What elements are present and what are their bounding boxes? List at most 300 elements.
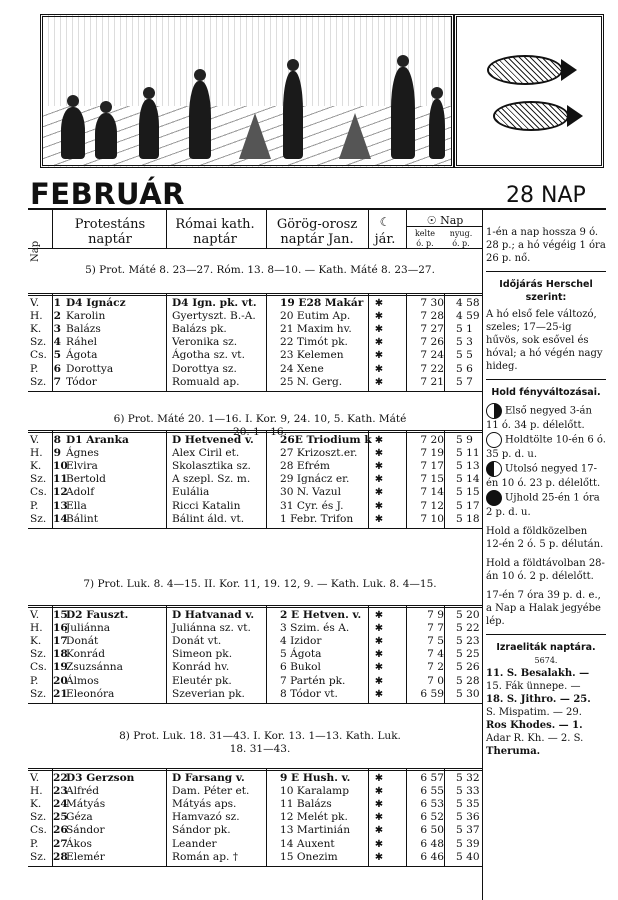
calendar-day-row xyxy=(30,460,482,473)
catholic-name: Eleutér pk. xyxy=(172,674,232,687)
protestant-name: Mátyás xyxy=(66,798,106,811)
sunrise-time: 7 14 xyxy=(420,486,444,499)
protestant-name: Alfréd xyxy=(66,785,100,798)
protestant-name: Ráhel xyxy=(66,336,98,349)
orthodox-name: 9 E Hush. v. xyxy=(280,772,351,784)
zodiac-sign-icon: ✱ xyxy=(374,786,384,798)
israel-calendar-item: Ros Khodes. — 1. xyxy=(486,720,583,731)
zodiac-sign-icon: ✱ xyxy=(374,513,384,525)
weekday: V. xyxy=(30,772,40,784)
divider xyxy=(28,295,482,296)
protestant-name: Dorottya xyxy=(66,362,114,375)
zodiac-sign-icon: ✱ xyxy=(374,350,384,362)
zodiac-sign-icon: ✱ xyxy=(374,461,384,473)
weekday: Sz. xyxy=(30,850,47,863)
orthodox-name: 20 Eutim Ap. xyxy=(280,310,351,323)
day-number: 4 xyxy=(53,336,61,349)
rise-unit: ó. p. xyxy=(416,239,434,248)
calendar-day-row xyxy=(30,310,482,323)
set-header: nyug. xyxy=(449,229,473,238)
zodiac-sign-icon: ✱ xyxy=(374,636,384,648)
catholic-name: Skolasztika sz. xyxy=(172,460,251,473)
apogee-note: Hold a földtávolban 28-án 10 ó. 2 p. délelőtt. xyxy=(486,558,605,582)
sunset-time: 5 11 xyxy=(456,447,480,460)
day-number: 11 xyxy=(53,473,68,486)
catholic-header: Római kath. naptár xyxy=(175,217,255,247)
day-number: 21 xyxy=(53,687,68,700)
sunrise-time: 7 22 xyxy=(420,362,444,375)
sidebar-divider xyxy=(482,210,483,900)
sunset-time: 5 25 xyxy=(456,648,480,661)
orthodox-name: 4 Izidor xyxy=(280,635,322,648)
calendar-day-row xyxy=(30,473,482,486)
israel-calendar-item: 11. S. Besalakh. — xyxy=(486,668,590,679)
calendar-day-row xyxy=(30,688,482,701)
orthodox-name: 31 Cyr. és J. xyxy=(280,499,344,512)
weekday: K. xyxy=(30,635,42,648)
zodiac-sign-icon: ✱ xyxy=(374,487,384,499)
moon-phase-last-quarter xyxy=(486,461,606,490)
catholic-name: Donát vt. xyxy=(172,635,222,648)
zodiac-sign-icon: ✱ xyxy=(374,838,384,850)
moon-phase-icon: ☾ xyxy=(379,215,391,229)
protestant-name: Ella xyxy=(66,499,87,512)
first-quarter-moon-icon xyxy=(486,403,502,419)
sun-label: Nap xyxy=(440,214,464,227)
sunset-time: 5 15 xyxy=(456,486,480,499)
orthodox-name: 22 Timót pk. xyxy=(280,336,348,349)
calendar-day-row xyxy=(30,349,482,362)
moon-phase-text: Ujhold 25-én 1 óra 2 p. d. u. xyxy=(486,492,600,518)
sunrise-time: 6 46 xyxy=(420,850,444,863)
weekday: H. xyxy=(30,310,43,323)
orthodox-name: 8 Tódor vt. xyxy=(280,687,338,700)
catholic-name: Dorottya sz. xyxy=(172,362,237,375)
catholic-name: Veronika sz. xyxy=(172,336,238,349)
weekday: Cs. xyxy=(30,661,47,674)
catholic-name: Hamvazó sz. xyxy=(172,811,240,824)
calendar-day-row xyxy=(30,486,482,499)
sunrise-time: 7 7 xyxy=(427,622,444,635)
calendar-day-row xyxy=(30,811,482,824)
calendar-day-row xyxy=(30,323,482,336)
zodiac-sign-icon: ✱ xyxy=(374,610,384,621)
protestant-name: Bertold xyxy=(66,473,106,486)
weather-text: A hó első fele változó, szeles; 17—25-ig hűvös, sok esővel és hóval; a hó végén nagy hideg. xyxy=(486,309,603,372)
day-number: 20 xyxy=(53,674,68,687)
protestant-name: D4 Ignácz xyxy=(66,297,126,309)
calendar-day-row xyxy=(30,513,482,526)
zodiac-sign-icon: ✱ xyxy=(374,324,384,336)
divider xyxy=(266,210,267,248)
calendar-day-row xyxy=(30,772,482,785)
sunrise-time: 7 28 xyxy=(420,310,444,323)
sunset-time: 4 58 xyxy=(456,297,480,309)
sunrise-time: 7 10 xyxy=(420,512,444,525)
sunrise-time: 6 52 xyxy=(420,811,444,824)
catholic-name: Dam. Péter et. xyxy=(172,785,250,798)
orthodox-name: 23 Kelemen xyxy=(280,349,344,362)
calendar-day-row xyxy=(30,838,482,851)
sun-icon: ☉ xyxy=(426,214,437,227)
divider xyxy=(486,634,606,635)
catholic-name: D Farsang v. xyxy=(172,772,245,784)
divider xyxy=(166,210,167,248)
calendar-day-row xyxy=(30,363,482,376)
zodiac-sign-icon: ✱ xyxy=(374,623,384,635)
header-rule xyxy=(28,208,606,210)
header-illustration-dance xyxy=(40,14,454,168)
sunrise-time: 7 15 xyxy=(420,473,444,486)
calendar-day-row xyxy=(30,661,482,674)
sunset-time: 5 18 xyxy=(456,512,480,525)
calendar-day-row xyxy=(30,675,482,688)
catholic-name: Balázs pk. xyxy=(172,323,227,336)
sunset-time: 5 37 xyxy=(456,824,480,837)
divider xyxy=(486,379,606,380)
zodiac-sign-icon: ✱ xyxy=(374,649,384,661)
figure-dancing-woman xyxy=(339,113,371,159)
calendar-day-row xyxy=(30,622,482,635)
protestant-name: D3 Gerzson xyxy=(66,772,135,784)
divider xyxy=(368,210,369,248)
israel-list xyxy=(486,667,606,758)
protestant-name: Juliánna xyxy=(66,622,111,635)
sunset-time: 5 39 xyxy=(456,837,480,850)
protestant-name: D1 Aranka xyxy=(66,434,129,446)
calendar-day-row xyxy=(30,297,482,310)
day-number: 22 xyxy=(53,772,68,784)
catholic-name: Romuald ap. xyxy=(172,375,240,388)
rise-header: kelte xyxy=(414,229,436,238)
day-number: 26 xyxy=(53,824,68,837)
sunrise-time: 6 53 xyxy=(420,798,444,811)
israel-year: 5674. xyxy=(534,656,558,665)
orthodox-name: 5 Ágota xyxy=(280,648,322,661)
orthodox-name: 1 Febr. Trifon xyxy=(280,512,354,525)
day-number: 7 xyxy=(53,375,61,388)
days-count: 28 NAP xyxy=(506,183,586,208)
weekday: H. xyxy=(30,447,43,460)
nap-label: Nap xyxy=(30,240,41,262)
sidebar xyxy=(486,226,606,758)
figure-seated-man xyxy=(61,107,85,159)
figure-musician xyxy=(139,99,159,159)
divider xyxy=(28,703,482,704)
sunset-time: 5 20 xyxy=(456,609,480,621)
weekday: P. xyxy=(30,837,39,850)
weekday: P. xyxy=(30,499,39,512)
weekday: K. xyxy=(30,798,42,811)
weekday: Sz. xyxy=(30,648,47,661)
fish-icon xyxy=(493,101,569,131)
zodiac-sign-icon: ✱ xyxy=(374,799,384,811)
day-number: 8 xyxy=(53,434,61,446)
sunset-time: 5 7 xyxy=(456,375,473,388)
catholic-name: Ágotha sz. vt. xyxy=(172,349,245,362)
orthodox-name: 10 Karalamp xyxy=(280,785,349,798)
sunset-time: 5 26 xyxy=(456,661,480,674)
figure-seated-man xyxy=(95,113,117,159)
weekday: Cs. xyxy=(30,486,47,499)
set-unit: ó. p. xyxy=(452,239,470,248)
calendar-day-row xyxy=(30,798,482,811)
moon-phase-text: Holdtölte 10-én 6 ó. 35 p. d. u. xyxy=(486,434,606,460)
day-number: 18 xyxy=(53,648,68,661)
divider xyxy=(28,248,482,249)
orthodox-name: 15 Onezim xyxy=(280,850,338,863)
weekday: Sz. xyxy=(30,811,47,824)
catholic-name: Ricci Katalin xyxy=(172,499,241,512)
divider xyxy=(406,210,407,248)
gospel-reading: 7) Prot. Luk. 8. 4—15. II. Kor. 11, 19. 12, 9. — Kath. Luk. 8. 4—15. xyxy=(83,578,437,590)
orthodox-name: 3 Szim. és A. xyxy=(280,622,350,635)
sunset-time: 5 13 xyxy=(456,460,480,473)
catholic-name: Leander xyxy=(172,837,217,850)
day-number: 16 xyxy=(53,622,68,635)
catholic-name: Juliánna sz. vt. xyxy=(172,622,251,635)
protestant-name: Donát xyxy=(66,635,99,648)
sunset-time: 5 33 xyxy=(456,785,480,798)
weather-title: Időjárás Herschel szerint: xyxy=(499,279,593,303)
day-number: 12 xyxy=(53,486,68,499)
divider xyxy=(52,210,53,248)
moon-phase-new xyxy=(486,490,606,519)
day-number: 6 xyxy=(53,362,61,375)
orthodox-name: 19 E28 Makár xyxy=(280,297,364,309)
orthodox-header: Görög-orosz naptár Jan. xyxy=(276,217,358,247)
sunrise-time: 7 21 xyxy=(420,375,444,388)
zodiac-note: 17-én 7 óra 39 p. d. e., a Nap a Halak jegyébe lép. xyxy=(486,590,601,627)
calendar-day-row xyxy=(30,336,482,349)
zodiac-sign-icon: ✱ xyxy=(374,851,384,863)
sunrise-time: 6 50 xyxy=(420,824,444,837)
day-number: 19 xyxy=(53,661,68,674)
zodiac-sign-icon: ✱ xyxy=(374,474,384,486)
calendar-day-row xyxy=(30,635,482,648)
sunrise-time: 7 2 xyxy=(427,661,444,674)
catholic-name: D4 Ign. pk. vt. xyxy=(172,297,257,309)
moon-phase-first-quarter xyxy=(486,403,606,432)
weekday: Cs. xyxy=(30,349,47,362)
protestant-name: Tódor xyxy=(66,375,97,388)
orthodox-name: 12 Melét pk. xyxy=(280,811,348,824)
divider xyxy=(28,432,482,433)
orthodox-name: 25 N. Gerg. xyxy=(280,375,343,388)
protestant-name: Eleonóra xyxy=(66,687,115,700)
protestant-name: Ákos xyxy=(66,837,92,850)
weekday: H. xyxy=(30,785,43,798)
sunset-time: 5 17 xyxy=(456,499,480,512)
calendar-day-row xyxy=(30,500,482,513)
day-number: 1 xyxy=(53,297,61,309)
zodiac-sign-icon: ✱ xyxy=(374,675,384,687)
zodiac-sign-icon: ✱ xyxy=(374,311,384,323)
zodiac-sign-icon: ✱ xyxy=(374,448,384,460)
day-length-note: 1-én a nap hossza 9 ó. 28 p.; a hó végéig 1 óra 26 p. nő. xyxy=(486,227,606,264)
moon-title: Hold fényváltozásai. xyxy=(491,387,601,398)
zodiac-sign-icon: ✱ xyxy=(374,812,384,824)
figure-dancing-man xyxy=(283,71,303,159)
pisces-zodiac-illustration xyxy=(454,14,604,168)
protestant-name: Géza xyxy=(66,811,93,824)
divider xyxy=(28,528,482,529)
protestant-name: Balázs xyxy=(66,323,101,336)
protestant-name: Elvira xyxy=(66,460,98,473)
protestant-name: Karolin xyxy=(66,310,106,323)
divider xyxy=(406,226,482,227)
day-number: 25 xyxy=(53,811,68,824)
catholic-name: Bálint áld. vt. xyxy=(172,512,245,525)
calendar-day-row xyxy=(30,434,482,447)
weekday: V. xyxy=(30,609,40,621)
weekday: Sz. xyxy=(30,512,47,525)
divider xyxy=(28,866,482,867)
catholic-name: Alex Ciril et. xyxy=(172,447,240,460)
weekday: V. xyxy=(30,297,40,309)
moon-phase-text: Első negyed 3-án 11 ó. 34 p. délelőtt. xyxy=(486,405,592,431)
israel-calendar-item: Theruma. xyxy=(486,746,541,757)
orthodox-name: 6 Bukol xyxy=(280,661,321,674)
calendar-day-row xyxy=(30,648,482,661)
sunset-time: 5 3 xyxy=(456,336,473,349)
protestant-name: D2 Fauszt. xyxy=(66,609,129,621)
catholic-name: D Hatvanad v. xyxy=(172,609,255,621)
sunset-time: 5 30 xyxy=(456,687,480,700)
israel-calendar-item: S. Mispatim. — 29. xyxy=(486,707,582,718)
zodiac-sign-icon: ✱ xyxy=(374,662,384,674)
last-quarter-moon-icon xyxy=(486,461,502,477)
day-number: 13 xyxy=(53,499,68,512)
catholic-name: Sándor pk. xyxy=(172,824,231,837)
weekday: P. xyxy=(30,362,39,375)
protestant-name: Adolf xyxy=(66,486,95,499)
orthodox-name: 2 E Hetven. v. xyxy=(280,609,362,621)
day-number: 5 xyxy=(53,349,61,362)
protestant-name: Ágota xyxy=(66,349,98,362)
israel-calendar-item: Adar R. Kh. — 2. S. xyxy=(486,733,584,744)
sunset-time: 5 6 xyxy=(456,362,473,375)
protestant-name: Konrád xyxy=(66,648,105,661)
sunset-time: 5 22 xyxy=(456,622,480,635)
sunset-time: 5 1 xyxy=(456,323,473,336)
day-number: 3 xyxy=(53,323,61,336)
sunrise-time: 7 30 xyxy=(420,297,444,309)
figure-dancing-man xyxy=(391,67,415,159)
sunset-time: 5 5 xyxy=(456,349,473,362)
weekday: K. xyxy=(30,460,42,473)
divider xyxy=(28,391,482,392)
sunrise-time: 7 26 xyxy=(420,336,444,349)
israel-title: Izraeliták naptára. xyxy=(496,642,596,653)
day-number: 23 xyxy=(53,785,68,798)
day-number: 10 xyxy=(53,460,68,473)
zodiac-sign-icon: ✱ xyxy=(374,337,384,349)
fish-icon xyxy=(487,55,563,85)
catholic-name: Gyertyszt. B.-A. xyxy=(172,310,256,323)
orthodox-name: 11 Balázs xyxy=(280,798,332,811)
day-number: 14 xyxy=(53,512,68,525)
day-number: 27 xyxy=(53,837,68,850)
calendar-day-row xyxy=(30,447,482,460)
zodiac-sign-icon: ✱ xyxy=(374,435,384,446)
orthodox-name: 30 N. Vazul xyxy=(280,486,341,499)
day-number: 2 xyxy=(53,310,61,323)
moon-header: jár. xyxy=(374,232,396,247)
day-number: 15 xyxy=(53,609,68,621)
catholic-name: Eulália xyxy=(172,486,210,499)
figure-violinist xyxy=(189,81,211,159)
calendar-day-row xyxy=(30,851,482,864)
sunrise-time: 7 27 xyxy=(420,323,444,336)
zodiac-sign-icon: ✱ xyxy=(374,298,384,309)
divider xyxy=(28,607,482,608)
zodiac-sign-icon: ✱ xyxy=(374,688,384,700)
catholic-name: Mátyás aps. xyxy=(172,798,237,811)
zodiac-sign-icon: ✱ xyxy=(374,363,384,375)
calendar-day-row xyxy=(30,785,482,798)
zodiac-sign-icon: ✱ xyxy=(374,376,384,388)
protestant-name: Ágnes xyxy=(66,447,99,460)
zodiac-sign-icon: ✱ xyxy=(374,825,384,837)
sunset-time: 5 14 xyxy=(456,473,480,486)
orthodox-name: 13 Martinián xyxy=(280,824,351,837)
catholic-name: Román ap. † xyxy=(172,850,239,863)
full-moon-icon xyxy=(486,432,502,448)
sunrise-time: 7 0 xyxy=(427,674,444,687)
weekday: K. xyxy=(30,323,42,336)
catholic-name: Konrád hv. xyxy=(172,661,230,674)
catholic-name: Szeverian pk. xyxy=(172,687,245,700)
orthodox-name: 28 Efrém xyxy=(280,460,330,473)
sunset-time: 5 35 xyxy=(456,798,480,811)
weekday: P. xyxy=(30,674,39,687)
sunrise-time: 7 12 xyxy=(420,499,444,512)
sunset-time: 5 28 xyxy=(456,674,480,687)
weekday: V. xyxy=(30,434,40,446)
sunrise-time: 7 17 xyxy=(420,460,444,473)
weekday: Sz. xyxy=(30,687,47,700)
sunset-time: 4 59 xyxy=(456,310,480,323)
moon-phase-full xyxy=(486,432,606,461)
sunrise-time: 6 57 xyxy=(420,772,444,784)
sunset-time: 5 9 xyxy=(456,434,473,446)
orthodox-name: 24 Xene xyxy=(280,362,324,375)
israel-calendar-item: 15. Fák ünnepe. — xyxy=(486,681,581,692)
divider xyxy=(486,271,606,272)
protestant-name: Bálint xyxy=(66,512,98,525)
protestant-name: Elemér xyxy=(66,850,105,863)
sunrise-time: 7 20 xyxy=(420,434,444,446)
calendar-day-row xyxy=(30,824,482,837)
weekday: H. xyxy=(30,622,43,635)
sunrise-time: 6 59 xyxy=(420,687,444,700)
protestant-header: Protestáns naptár xyxy=(74,217,146,247)
sunset-time: 5 23 xyxy=(456,635,480,648)
zodiac-sign-icon: ✱ xyxy=(374,773,384,784)
protestant-name: Zsuzsánna xyxy=(66,661,123,674)
protestant-name: Álmos xyxy=(66,674,99,687)
orthodox-name: 7 Partén pk. xyxy=(280,674,346,687)
zodiac-sign-icon: ✱ xyxy=(374,500,384,512)
day-number: 24 xyxy=(53,798,68,811)
orthodox-name: 26E Triodium k xyxy=(280,434,372,446)
perigee-note: Hold a földközelben 12-én 2 ó. 5 p. délután. xyxy=(486,526,604,550)
calendar-day-row xyxy=(30,609,482,622)
sunset-time: 5 40 xyxy=(456,850,480,863)
orthodox-name: 27 Krizoszt.er. xyxy=(280,447,358,460)
sunrise-time: 7 24 xyxy=(420,349,444,362)
